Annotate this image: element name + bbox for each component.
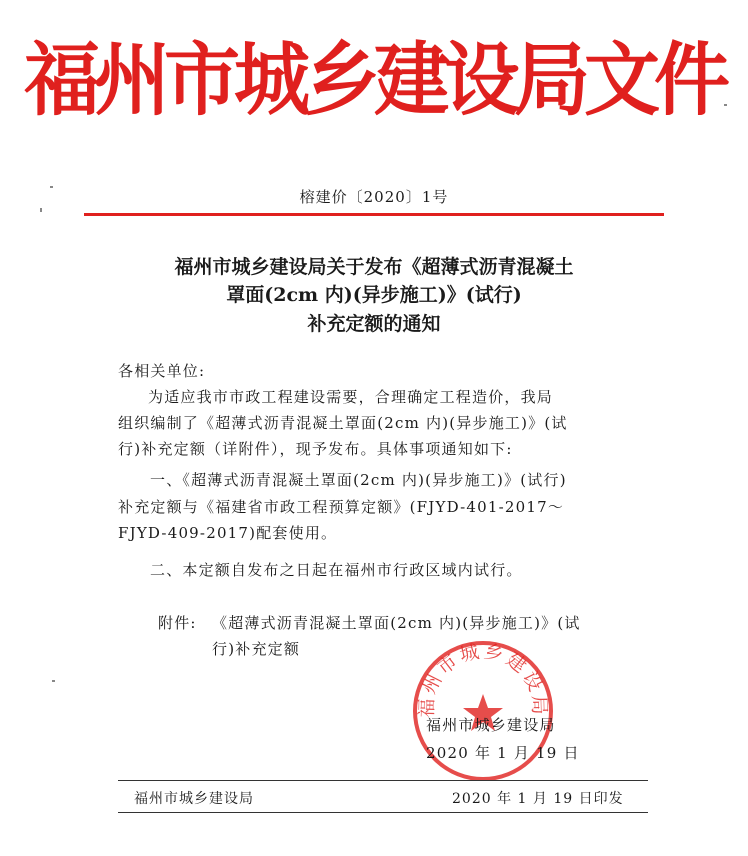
official-seal — [408, 636, 558, 786]
salutation: 各相关单位: — [118, 362, 206, 380]
footer-bottom-rule — [118, 812, 648, 813]
footer-print-date: 2020 年 1 月 19 日印发 — [452, 791, 624, 807]
signature-date: 2020 年 1 月 19 日 — [426, 744, 580, 762]
footer-org: 福州市城乡建设局 — [134, 791, 254, 807]
paragraph-2-line-2: 补充定额与《福建省市政工程预算定额》(FJYD-401-2017～ — [118, 498, 565, 516]
paragraph-2-line-3: FJYD-409-2017)配套使用。 — [118, 524, 338, 542]
paragraph-2-line-1: 一、《超薄式沥青混凝土罩面(2cm 内)(异步施工)》(试行) — [150, 471, 567, 489]
paragraph-1-line-2: 组织编制了《超薄式沥青混凝土罩面(2cm 内)(异步施工)》(试 — [118, 414, 568, 432]
attachment-line-1: 《超薄式沥青混凝土罩面(2cm 内)(异步施工)》(试 — [212, 614, 581, 632]
attachment-line-2: 行)补充定额 — [212, 640, 301, 658]
paragraph-1-line-3: 行)补充定额（详附件），现予发布。具体事项通知如下: — [118, 440, 513, 458]
red-divider — [84, 213, 664, 216]
signature-org: 福州市城乡建设局 — [426, 716, 556, 734]
title-line-1: 福州市城乡建设局关于发布《超薄式沥青混凝土 — [174, 256, 574, 278]
paragraph-1-line-1: 为适应我市市政工程建设需要，合理确定工程造价，我局 — [148, 388, 554, 406]
scan-speck — [724, 104, 727, 106]
scan-speck — [52, 680, 55, 682]
document-masthead: 福州市城乡建设局文件 — [24, 32, 724, 127]
footer-top-rule — [118, 780, 648, 781]
paragraph-3: 二、本定额自发布之日起在福州市行政区域内试行。 — [150, 561, 523, 579]
title-line-2: 罩面(2cm 内)(异步施工)》(试行) — [226, 284, 522, 306]
document-number: 榕建价〔2020〕1号 — [299, 188, 449, 206]
scan-speck — [50, 186, 53, 188]
attachment-label: 附件: — [158, 614, 197, 632]
scan-speck — [40, 208, 42, 212]
title-line-3: 补充定额的通知 — [307, 313, 441, 335]
seal-text: 福州市城乡建设局 — [415, 640, 551, 718]
